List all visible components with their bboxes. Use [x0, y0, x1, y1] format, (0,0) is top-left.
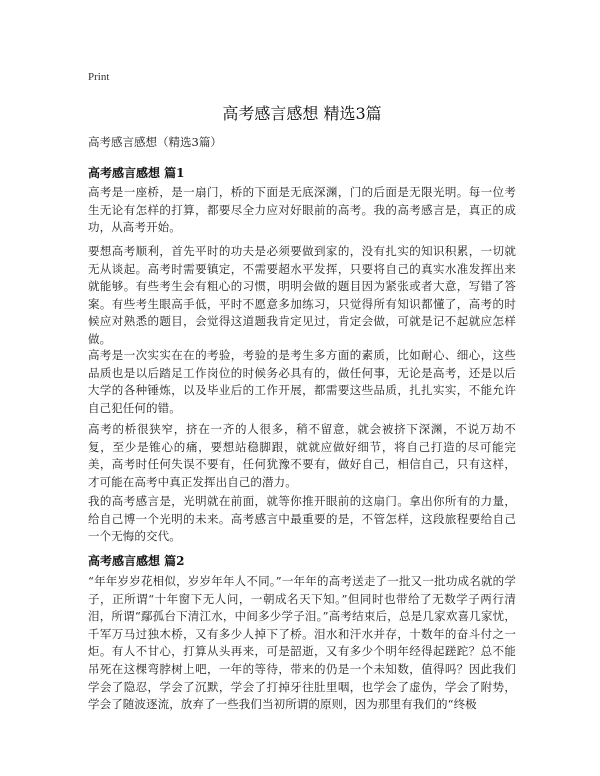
section-1-paragraph-1: 高考是一座桥，是一扇门，桥的下面是无底深渊，门的后面是无限光明。每一位考生无论有怎样的打算，都要尽全力应对好眼前的高考。我的高考感言是，真正的成功，从高考开始。 — [88, 185, 516, 235]
section-1-paragraph-3: 高考是一次实实在在的考验，考验的是考生多方面的素质，比如耐心、细心，这些品质也是以后踏足工作岗位的时候务必具有的，做任何事，无论是高考，还是以后大学的各种锤炼，以及毕业后的工作开展，都需要这些品质，扎扎实实，不能允许自己犯任何的错。 — [88, 348, 516, 415]
document-title: 高考感言感想 精选3篇 — [222, 104, 382, 123]
section-2-paragraph-1: “年年岁岁花相似，岁岁年年人不同。”一年年的高考送走了一批又一批功成名就的学子，正所谓“十年窗下无人问，一朝成名天下知。”但同时也带给了无数学子两行清泪，所谓“鄢孤台下清江水，中间多少学子泪。”高考结束后，总是几家欢喜几家忧，千军万马过独木桥，又有多少人掉下了桥。泪水和汗水并存，十数年的奋斗付之一炬。有人不甘心，打算从头再来，可是韶逝，又有多少个明年经得起蹉跎？总不能吊死在这棵弯脖树上吧，一年的等待，带来的仍是一个未知数，值得吗？因此我们学会了隐忍，学会了沉默，学会了打掉牙往肚里咽，也学会了虚伪，学会了附势，学会了随波逐流，放弃了一些我们当初所谓的原则，因为那里有我们的“终极 — [88, 574, 516, 712]
print-link[interactable]: Print — [88, 71, 110, 83]
section-1-paragraph-2: 要想高考顺利，首先平时的功夫是必须要做到家的，没有扎实的知识积累，一切就无从谈起。高考时需要镇定，不需要超水平发挥，只要将自己的真实水准发挥出来就能够。有些考生会有粗心的习惯，明明会做的题目因为紧张或者大意，写错了答案。有些考生眼高手低，平时不愿意多加练习，只觉得所有知识都懂了，高考的时候应对熟悉的题目，会觉得这道题我肯定见过，肯定会做，可就是记不起就应怎样做。 — [88, 244, 516, 346]
section-heading-2: 高考感言感想 篇2 — [88, 554, 185, 568]
section-heading-1: 高考感言感想 篇1 — [88, 166, 185, 180]
section-1-paragraph-4: 高考的桥很狭窄，挤在一齐的人很多，稍不留意，就会被挤下深渊，不说万劫不复，至少是锥心的痛，要想站稳脚跟，就就应做好细节，将自己打造的尽可能完美，高考时任何失误不要有，任何犹豫不要有，做好自己，相信自己，只有这样，才可能在高考中真正发挥出自己的潜力。 — [88, 422, 516, 489]
document-subtitle: 高考感言感想（精选3篇） — [88, 135, 222, 149]
section-1-paragraph-5: 我的高考感言是，光明就在前面，就等你推开眼前的这扇门。拿出你所有的力量，给自己博一个光明的未来。高考感言中最重要的是，不管怎样，这段旅程要给自己一个无悔的交代。 — [88, 494, 516, 544]
